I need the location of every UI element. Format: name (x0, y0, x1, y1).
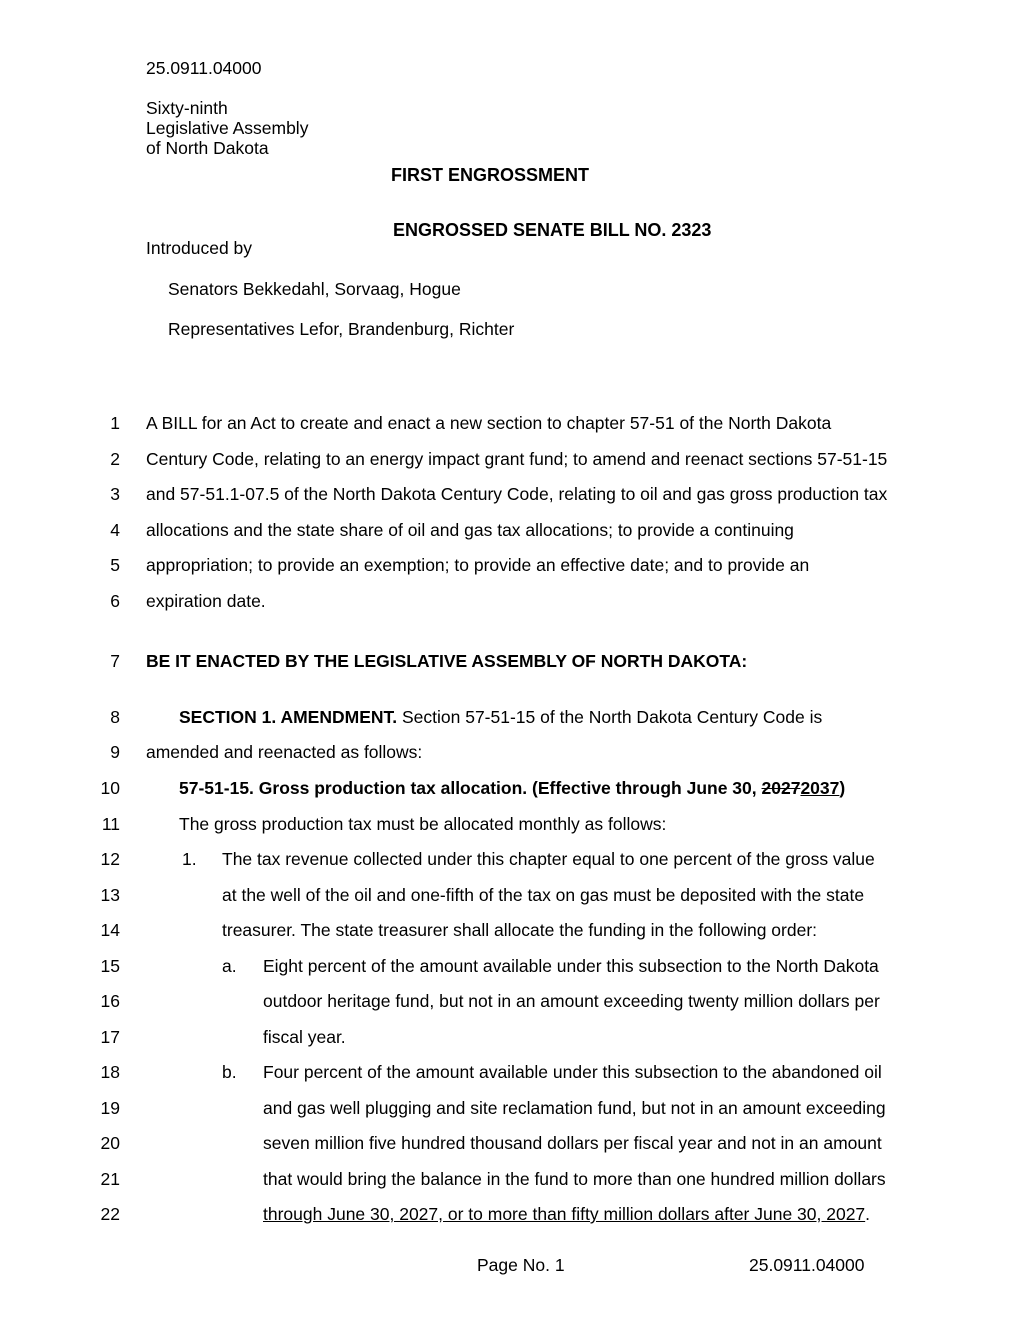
subsection-marker: 1. (182, 849, 197, 869)
inserted-text: through June 30, 2027, or to more than fifty million dollars after June 30, 2027 (263, 1204, 866, 1224)
line-number: 12 (100, 849, 120, 869)
line-number: 15 (100, 956, 120, 976)
line-number: 11 (101, 814, 120, 834)
inserted-year: 2037 (800, 778, 840, 798)
bill-text-line (263, 1204, 870, 1225)
senators-sponsors: Senators Bekkedahl, Sorvaag, Hogue (168, 279, 461, 299)
line-number: 16 (100, 991, 120, 1011)
doc-id-footer: 25.0911.04000 (749, 1255, 865, 1275)
line-number: 19 (100, 1098, 120, 1118)
bill-text-line: The gross production tax must be allocated monthly as follows: (179, 814, 667, 834)
line-number: 2 (110, 449, 120, 469)
bill-text-line: appropriation; to provide an exemption; to provide an effective date; and to provide an (146, 555, 810, 575)
line-number: 18 (100, 1062, 120, 1082)
statute-heading-text: 57-51-15. Gross production tax allocation. (Effective through June 30, (179, 778, 762, 798)
bill-text-line: outdoor heritage fund, but not in an amount exceeding twenty million dollars per (263, 991, 880, 1011)
subdivision-marker: b. (222, 1062, 237, 1082)
bill-text-line: A BILL for an Act to create and enact a new section to chapter 57-51 of the North Dakota (146, 413, 832, 433)
line-number: 10 (100, 778, 120, 798)
line-end-period: . (865, 1204, 871, 1224)
assembly-line-1: Sixty-ninth (146, 98, 228, 118)
engrossment-title: FIRST ENGROSSMENT (391, 165, 590, 185)
line-number: 17 (100, 1027, 120, 1047)
line-number: 4 (110, 520, 120, 540)
bill-text-line: treasurer. The state treasurer shall allocate the funding in the following order: (222, 920, 818, 940)
bill-text-line: Century Code, relating to an energy impact grant fund; to amend and reenact sections 57-51-15 (146, 449, 888, 469)
doc-id-header: 25.0911.04000 (146, 58, 262, 78)
bill-text-line: seven million five hundred thousand dollars per fiscal year and not in an amount (263, 1133, 882, 1153)
line-number: 9 (110, 742, 120, 762)
line-number: 6 (110, 591, 120, 611)
line-number: 14 (100, 920, 120, 940)
struck-year: 2027 (761, 778, 801, 798)
line-number: 3 (110, 484, 120, 504)
bill-text-line: Four percent of the amount available under this subsection to the abandoned oil (263, 1062, 882, 1082)
line-number: 20 (100, 1133, 120, 1153)
enacting-clause: BE IT ENACTED BY THE LEGISLATIVE ASSEMBLY OF NORTH DAKOTA: (146, 651, 748, 671)
assembly-line-2: Legislative Assembly (146, 118, 309, 138)
assembly-line-3: of North Dakota (146, 138, 269, 158)
bill-title: ENGROSSED SENATE BILL NO. 2323 (393, 220, 712, 240)
bill-text-line: and 57-51.1-07.5 of the North Dakota Century Code, relating to oil and gas gross production tax (146, 484, 888, 504)
statute-heading (179, 778, 845, 799)
page-number: Page No. 1 (477, 1255, 565, 1275)
line-number: 8 (110, 707, 120, 727)
bill-text-line: allocations and the state share of oil and gas tax allocations; to provide a continuing (146, 520, 794, 540)
bill-text-line: expiration date. (146, 591, 266, 611)
representatives-sponsors: Representatives Lefor, Brandenburg, Richter (168, 319, 515, 339)
section-heading: SECTION 1. AMENDMENT. (179, 707, 398, 727)
bill-text-line: fiscal year. (263, 1027, 346, 1047)
section-heading-rest: Section 57-51-15 of the North Dakota Century Code is (397, 707, 823, 727)
introduced-by-label: Introduced by (146, 238, 253, 258)
statute-heading-close: ) (839, 778, 846, 798)
section-heading-line (179, 707, 822, 728)
bill-text-line: amended and reenacted as follows: (146, 742, 423, 762)
subdivision-marker: a. (222, 956, 237, 976)
line-number: 21 (100, 1169, 120, 1189)
line-number: 5 (110, 555, 120, 575)
bill-text-line: The tax revenue collected under this chapter equal to one percent of the gross value (222, 849, 875, 869)
line-number: 7 (110, 651, 120, 671)
line-number: 1 (110, 413, 120, 433)
bill-text-line: at the well of the oil and one-fifth of the tax on gas must be deposited with the state (222, 885, 865, 905)
bill-text-line: that would bring the balance in the fund to more than one hundred million dollars (263, 1169, 886, 1189)
line-number: 13 (100, 885, 120, 905)
bill-text-line: and gas well plugging and site reclamation fund, but not in an amount exceeding (263, 1098, 886, 1118)
line-number: 22 (100, 1204, 120, 1224)
bill-text-line: Eight percent of the amount available under this subsection to the North Dakota (263, 956, 879, 976)
